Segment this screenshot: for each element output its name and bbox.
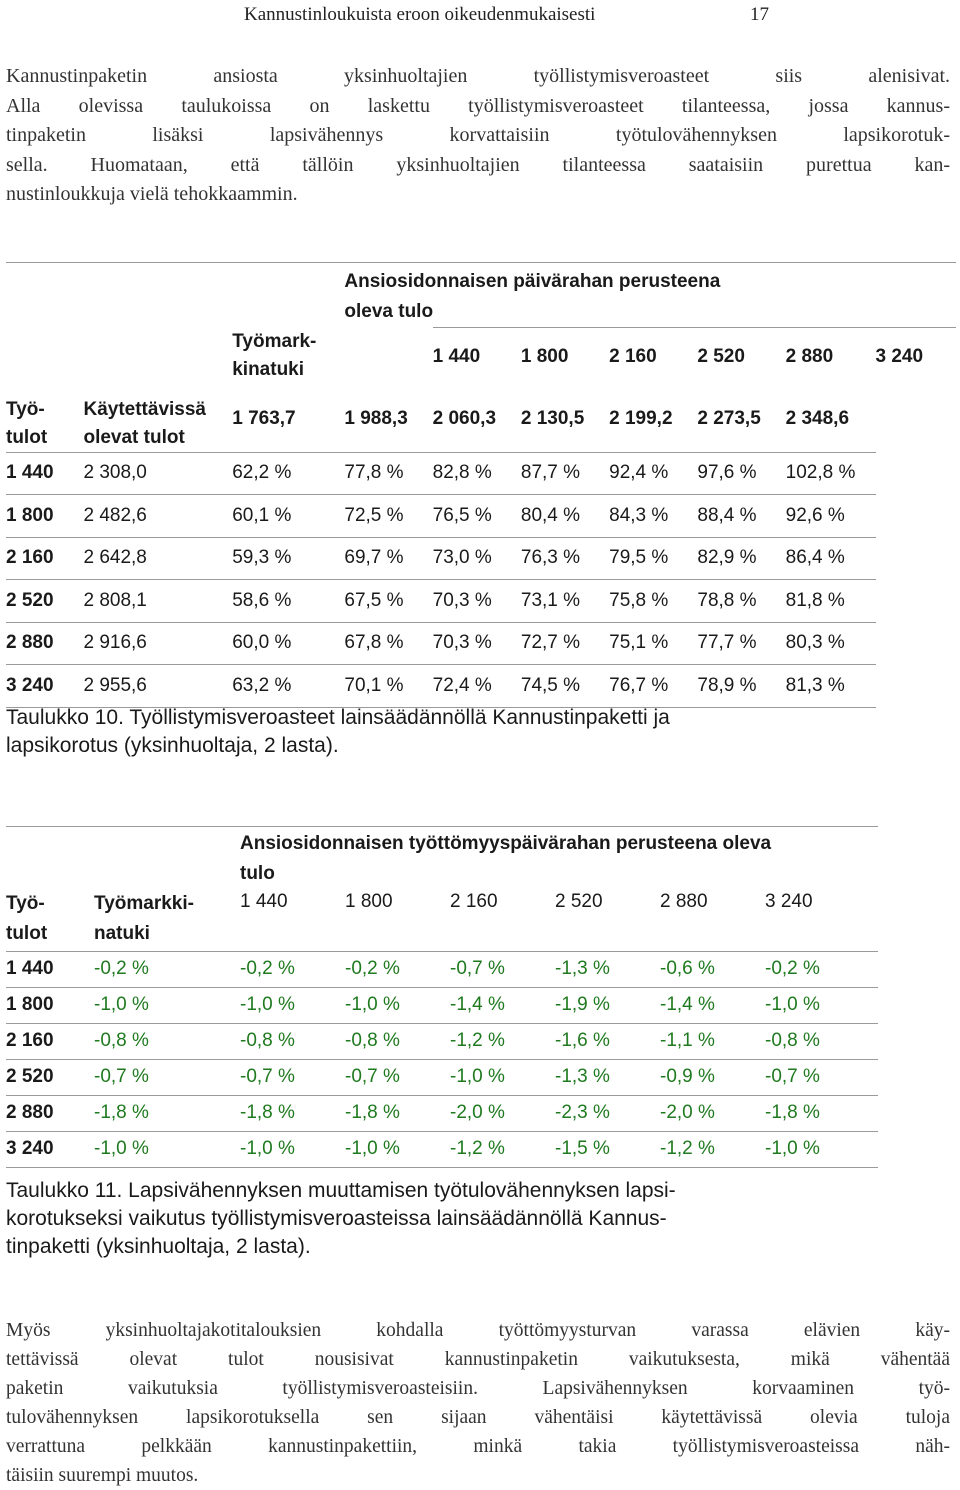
row-value: -1,8 %	[240, 1095, 345, 1131]
outro-line: tulovähennyksen lapsikorotuksella sen sijaan vähentäisi käytettävissä olevia tuloja	[6, 1407, 950, 1428]
intro-line: sella. Huomataan, että tällöin yksinhuoltajien tilanteessa saataisiin purettua kan-	[6, 153, 950, 176]
outro-line: tettävissä olevat tulot nousisivat kannustinpaketin vaikutuksesta, mikä vähentää	[6, 1349, 950, 1370]
row-value: 72,5 %	[344, 495, 432, 538]
row-value: 102,8 %	[786, 452, 876, 495]
table-row	[6, 537, 956, 580]
row-disposable: 2 642,8	[83, 537, 232, 580]
row-value: -1,0 %	[765, 987, 870, 1023]
table11-col-3240: 3 240	[765, 889, 870, 951]
row-value: -1,4 %	[660, 987, 765, 1023]
table11-caption: Taulukko 11. Lapsivähennyksen muuttamisen työtulovähennyksen lapsi- korotukseksi vaikutus työllistymisveroasteissa lainsäädännöllä Kannus- tinpaketti (yksinhuoltaja, 2 lasta).	[6, 1179, 676, 1258]
table-11	[6, 826, 878, 1168]
row-value: 77,7 %	[697, 622, 785, 665]
row-value: -1,3 %	[555, 951, 660, 987]
row-value: -1,6 %	[555, 1023, 660, 1059]
table11-col-2520: 2 520	[555, 889, 660, 951]
table-row	[6, 495, 956, 538]
table11-group-header-line: Ansiosidonnaisen työttömyyspäivärahan perusteena oleva	[240, 833, 772, 854]
row-value: -0,7 %	[240, 1059, 345, 1095]
table10-col-1800: 1 800	[521, 328, 609, 386]
row-value: 70,1 %	[344, 665, 432, 708]
table10-disposable-header: 1 988,3	[344, 386, 432, 453]
row-income: 1 800	[6, 987, 94, 1023]
row-value: -1,5 %	[555, 1131, 660, 1167]
row-value: 92,4 %	[609, 452, 697, 495]
table-row	[6, 580, 956, 623]
row-disposable: 2 808,1	[83, 580, 232, 623]
row-value: -1,0 %	[94, 1131, 240, 1167]
row-value: -2,0 %	[660, 1095, 765, 1131]
row-value: 62,2 %	[232, 452, 344, 495]
row-value: 80,3 %	[786, 622, 876, 665]
row-value: 58,6 %	[232, 580, 344, 623]
row-value: 60,1 %	[232, 495, 344, 538]
row-value: -0,8 %	[94, 1023, 240, 1059]
row-value: 78,9 %	[697, 665, 785, 708]
running-header	[244, 4, 804, 26]
row-income: 2 160	[6, 537, 83, 580]
row-value: -0,2 %	[94, 951, 240, 987]
row-value: 88,4 %	[697, 495, 785, 538]
row-value: -1,0 %	[240, 1131, 345, 1167]
row-value: -1,0 %	[765, 1131, 870, 1167]
row-disposable: 2 916,6	[83, 622, 232, 665]
row-value: 75,8 %	[609, 580, 697, 623]
row-income: 2 880	[6, 1095, 94, 1131]
row-value: -1,8 %	[765, 1095, 870, 1131]
row-value: -0,7 %	[94, 1059, 240, 1095]
table10-disposable-header: 2 348,6	[786, 386, 876, 453]
table11-col-1440: 1 440	[240, 889, 345, 951]
row-income: 2 520	[6, 580, 83, 623]
row-value: 92,6 %	[786, 495, 876, 538]
table11-tyotulot-header: Työ- tulot	[6, 889, 94, 951]
row-value: 69,7 %	[344, 537, 432, 580]
outro-paragraph	[6, 1316, 950, 1490]
intro-line: tinpaketin lisäksi lapsivähennys korvattaisiin työtulovähennyksen lapsikorotuk-	[6, 124, 950, 146]
row-value: -1,3 %	[555, 1059, 660, 1095]
table11-body	[6, 951, 878, 1167]
row-value: -0,8 %	[765, 1023, 870, 1059]
row-value: 76,3 %	[521, 537, 609, 580]
row-value: -0,7 %	[450, 951, 555, 987]
row-value: -0,2 %	[765, 951, 870, 987]
table10-disposable-header: 2 130,5	[521, 386, 609, 453]
row-value: 67,5 %	[344, 580, 432, 623]
row-value: -1,0 %	[240, 987, 345, 1023]
row-value: -1,8 %	[345, 1095, 450, 1131]
row-value: 80,4 %	[521, 495, 609, 538]
table10-group-header-line: Ansiosidonnaisen päivärahan perusteena	[344, 271, 721, 292]
table-row	[6, 1095, 878, 1131]
table-row	[6, 987, 878, 1023]
row-value: 70,3 %	[433, 580, 521, 623]
row-income: 1 440	[6, 951, 94, 987]
row-value: 97,6 %	[697, 452, 785, 495]
intro-paragraph	[6, 62, 950, 210]
table11-group-header	[240, 827, 878, 890]
table-row	[6, 622, 956, 665]
table10-group-header-line: oleva tulo	[344, 301, 434, 322]
table10-tyomarkkinatuki-header: Työmark- kinatuki	[232, 330, 317, 380]
page-number: 17	[750, 4, 769, 25]
row-income: 2 160	[6, 1023, 94, 1059]
table-row	[6, 665, 956, 708]
row-value: -1,0 %	[94, 987, 240, 1023]
table11-col-2880: 2 880	[660, 889, 765, 951]
row-income: 3 240	[6, 1131, 94, 1167]
row-value: -1,4 %	[450, 987, 555, 1023]
table10-disposable-header: 2 273,5	[697, 386, 785, 453]
row-value: -0,8 %	[345, 1023, 450, 1059]
outro-line: Myös yksinhuoltajakotitalouksien kohdalla työttömyysturvan varassa elävien käy-	[6, 1320, 950, 1341]
row-disposable: 2 308,0	[83, 452, 232, 495]
row-value: 75,1 %	[609, 622, 697, 665]
table10-col-2880: 2 880	[786, 328, 876, 386]
row-value: 76,5 %	[433, 495, 521, 538]
table10-disposable-header: 1 763,7	[232, 386, 344, 453]
row-value: 78,8 %	[697, 580, 785, 623]
row-value: -2,3 %	[555, 1095, 660, 1131]
running-title: Kannustinloukuista eroon oikeudenmukaisesti	[244, 4, 596, 25]
intro-line: Kannustinpaketin ansiosta yksinhuoltajien työllistymisveroasteet siis alenisivat.	[6, 65, 950, 87]
row-value: 74,5 %	[521, 665, 609, 708]
table-row	[6, 1131, 878, 1167]
table10-disposable-header: 2 199,2	[609, 386, 697, 453]
row-income: 2 520	[6, 1059, 94, 1095]
table10-caption: Taulukko 10. Työllistymisveroasteet lainsäädännöllä Kannustinpaketti ja lapsikorotus (yksinhuoltaja, 2 lasta).	[6, 706, 670, 757]
row-value: -0,6 %	[660, 951, 765, 987]
row-value: -1,2 %	[660, 1131, 765, 1167]
row-value: 87,7 %	[521, 452, 609, 495]
intro-line: Alla olevissa taulukoissa on laskettu työllistymisveroasteet tilanteessa, jossa kannus-	[6, 94, 950, 117]
row-value: -1,9 %	[555, 987, 660, 1023]
row-value: 67,8 %	[344, 622, 432, 665]
table11-col-1800: 1 800	[345, 889, 450, 951]
row-value: 72,4 %	[433, 665, 521, 708]
row-value: -1,2 %	[450, 1131, 555, 1167]
outro-line: täisiin suurempi muutos.	[6, 1465, 199, 1486]
table10-col-2520: 2 520	[697, 328, 785, 386]
table10-tyotulot-header: Työ- tulot	[6, 386, 83, 453]
table10-disposable-header: 2 060,3	[433, 386, 521, 453]
table10-kaytettavissa-header: Käytettävissä olevat tulot	[83, 386, 232, 453]
table-row	[6, 1023, 878, 1059]
row-value: -0,7 %	[345, 1059, 450, 1095]
row-value: 82,8 %	[433, 452, 521, 495]
table10-col-1440: 1 440	[433, 328, 521, 386]
row-value: -1,2 %	[450, 1023, 555, 1059]
row-value: -0,2 %	[345, 951, 450, 987]
table11-tyomarkkinatuki-header: Työmarkki- natuki	[94, 889, 240, 951]
row-value: 63,2 %	[232, 665, 344, 708]
table-row	[6, 452, 956, 495]
outro-line: verrattuna pelkkään kannustinpakettiin, minkä takia työllistymisveroasteissa näh-	[6, 1436, 950, 1457]
row-disposable: 2 482,6	[83, 495, 232, 538]
table10-col-3240: 3 240	[876, 328, 956, 386]
row-value: -1,0 %	[450, 1059, 555, 1095]
row-income: 2 880	[6, 622, 83, 665]
row-value: -1,0 %	[345, 987, 450, 1023]
table-10	[6, 262, 956, 708]
row-value: 59,3 %	[232, 537, 344, 580]
row-value: -2,0 %	[450, 1095, 555, 1131]
table11-col-2160: 2 160	[450, 889, 555, 951]
row-value: -0,8 %	[240, 1023, 345, 1059]
row-value: 73,1 %	[521, 580, 609, 623]
row-value: -0,7 %	[765, 1059, 870, 1095]
row-value: 70,3 %	[433, 622, 521, 665]
row-value: 86,4 %	[786, 537, 876, 580]
row-income: 3 240	[6, 665, 83, 708]
row-value: 81,8 %	[786, 580, 876, 623]
row-value: 77,8 %	[344, 452, 432, 495]
table-row	[6, 951, 878, 987]
row-value: -1,0 %	[345, 1131, 450, 1167]
table11-group-header-line: tulo	[240, 863, 275, 884]
row-value: 76,7 %	[609, 665, 697, 708]
outro-line: paketin vaikutuksia työllistymisveroasteisiin. Lapsivähennyksen korvaaminen työ-	[6, 1378, 950, 1399]
row-value: -0,9 %	[660, 1059, 765, 1095]
intro-line: nustinloukkuja vielä tehokkaammin.	[6, 183, 298, 205]
row-value: -1,1 %	[660, 1023, 765, 1059]
table10-col-2160: 2 160	[609, 328, 697, 386]
row-value: 84,3 %	[609, 495, 697, 538]
row-value: 72,7 %	[521, 622, 609, 665]
row-income: 1 800	[6, 495, 83, 538]
row-value: 82,9 %	[697, 537, 785, 580]
table10-group-header	[344, 263, 956, 328]
row-value: -1,8 %	[94, 1095, 240, 1131]
row-value: -0,2 %	[240, 951, 345, 987]
row-disposable: 2 955,6	[83, 665, 232, 708]
row-value: 73,0 %	[433, 537, 521, 580]
table10-body	[6, 452, 956, 707]
row-value: 60,0 %	[232, 622, 344, 665]
row-value: 81,3 %	[786, 665, 876, 708]
row-income: 1 440	[6, 452, 83, 495]
table-row	[6, 1059, 878, 1095]
row-value: 79,5 %	[609, 537, 697, 580]
